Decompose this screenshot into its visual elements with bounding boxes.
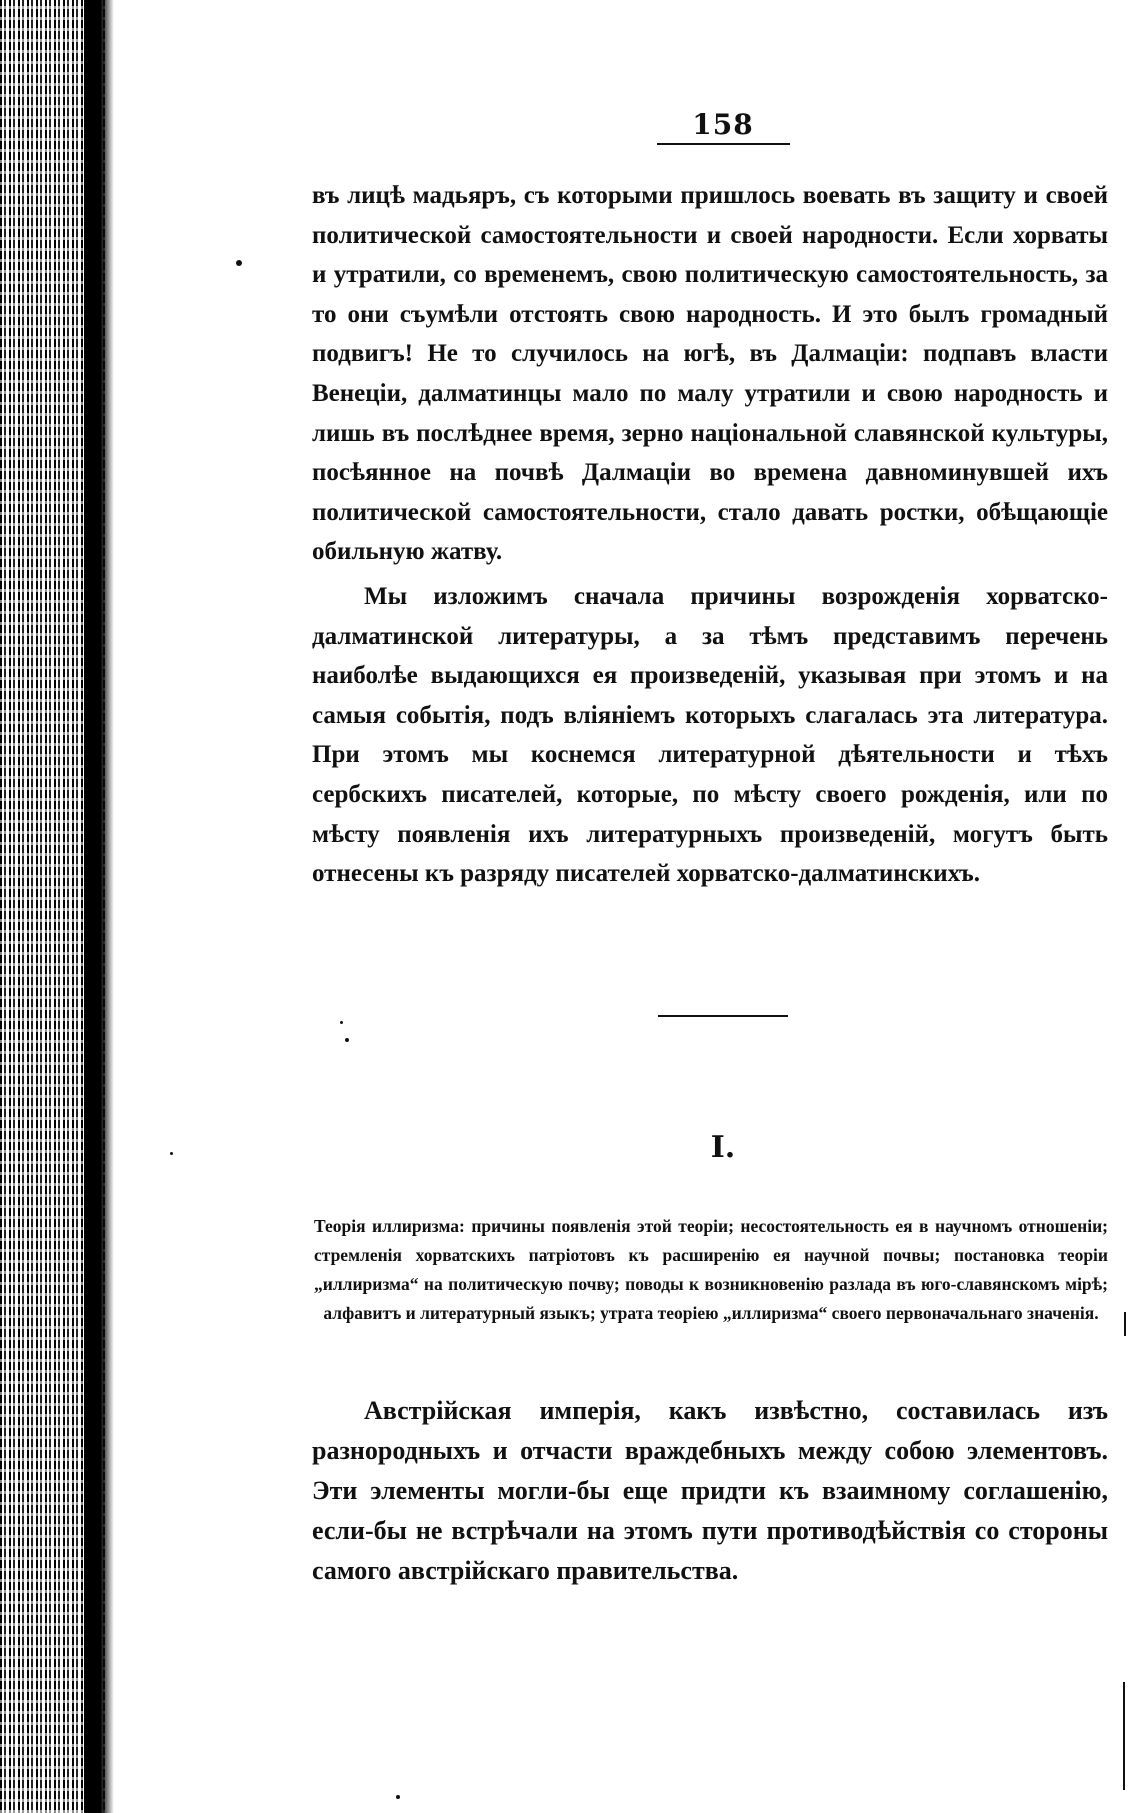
- ink-speck: [170, 1152, 173, 1155]
- ink-speck: [396, 1795, 400, 1799]
- ink-speck: [340, 1021, 343, 1024]
- ink-speck: [345, 1038, 349, 1042]
- section-numeral: I.: [710, 1130, 736, 1165]
- intro-text: [312, 176, 1108, 894]
- section-summary: Теорія иллиризма: причины появленія этой теоріи; несостоятельность ея в научномъ отношеніи; стремленія хорватскихъ патріотовъ къ расширенію ея научной почвы; постановка теоріи „иллиризма“ на политическую почву; поводы к возникновенію разлада въ юго-славянскомъ мірѣ; алфавитъ и литературный языкъ; утрата теоріею „иллиризма“ своего первоначальнаго значенія.: [314, 1216, 1108, 1323]
- binding-shadow: [84, 0, 114, 1813]
- ink-speck: [236, 260, 242, 266]
- section-body-paragraph: Австрійская имперія, какъ извѣстно, составилась изъ разнородныхъ и отчасти враждебныхъ между собою элементовъ. Эти элементы могли-бы еще придти къ взаимному соглашенію, если-бы не встрѣчали на этомъ пути противодѣйствія со стороны самого австрійскаго правительства.: [312, 1396, 1108, 1585]
- margin-mark: [1124, 1312, 1126, 1336]
- intro-paragraph-1: въ лицѣ мадьяръ, съ которыми пришлось воевать въ защиту и своей политической самостоятельности и своей народности. Если хорваты и утратили, со временемъ, свою политическую самостоятельность, за то они съумѣли отстоять свою народность. И это былъ громадный подвигъ! Не то случилось на югѣ, въ Далмаціи: подпавъ власти Венеціи, далматинцы мало по малу утратили и свою народность и лишь въ послѣднее время, зерно національной славянской культуры, посѣянное на почвѣ Далмаціи во времена давноминувшей ихъ политической самостоятельности, стало давать ростки, обѣщающіе обильную жатву.: [312, 182, 1108, 566]
- intro-paragraph-2: Мы изложимъ сначала причины возрожденія хорватско-далматинской литературы, а за тѣмъ представимъ перечень наиболѣе выдающихся ея произведеній, указывая при этомъ и на самыя событія, подъ вліяніемъ которыхъ слагалась эта литература. При этомъ мы коснемся литературной дѣятельности и тѣхъ сербскихъ писателей, которые, по мѣсту своего рожденія, или по мѣсту появленія ихъ литературныхъ произведеній, могутъ быть отнесены къ разряду писателей хорватско-далматинскихъ.: [312, 582, 1108, 888]
- section-divider: [658, 1015, 788, 1017]
- page-number-rule: [657, 143, 790, 145]
- section-body: [312, 1391, 1108, 1591]
- margin-mark: [1123, 1682, 1125, 1790]
- page-number: 158: [692, 108, 754, 141]
